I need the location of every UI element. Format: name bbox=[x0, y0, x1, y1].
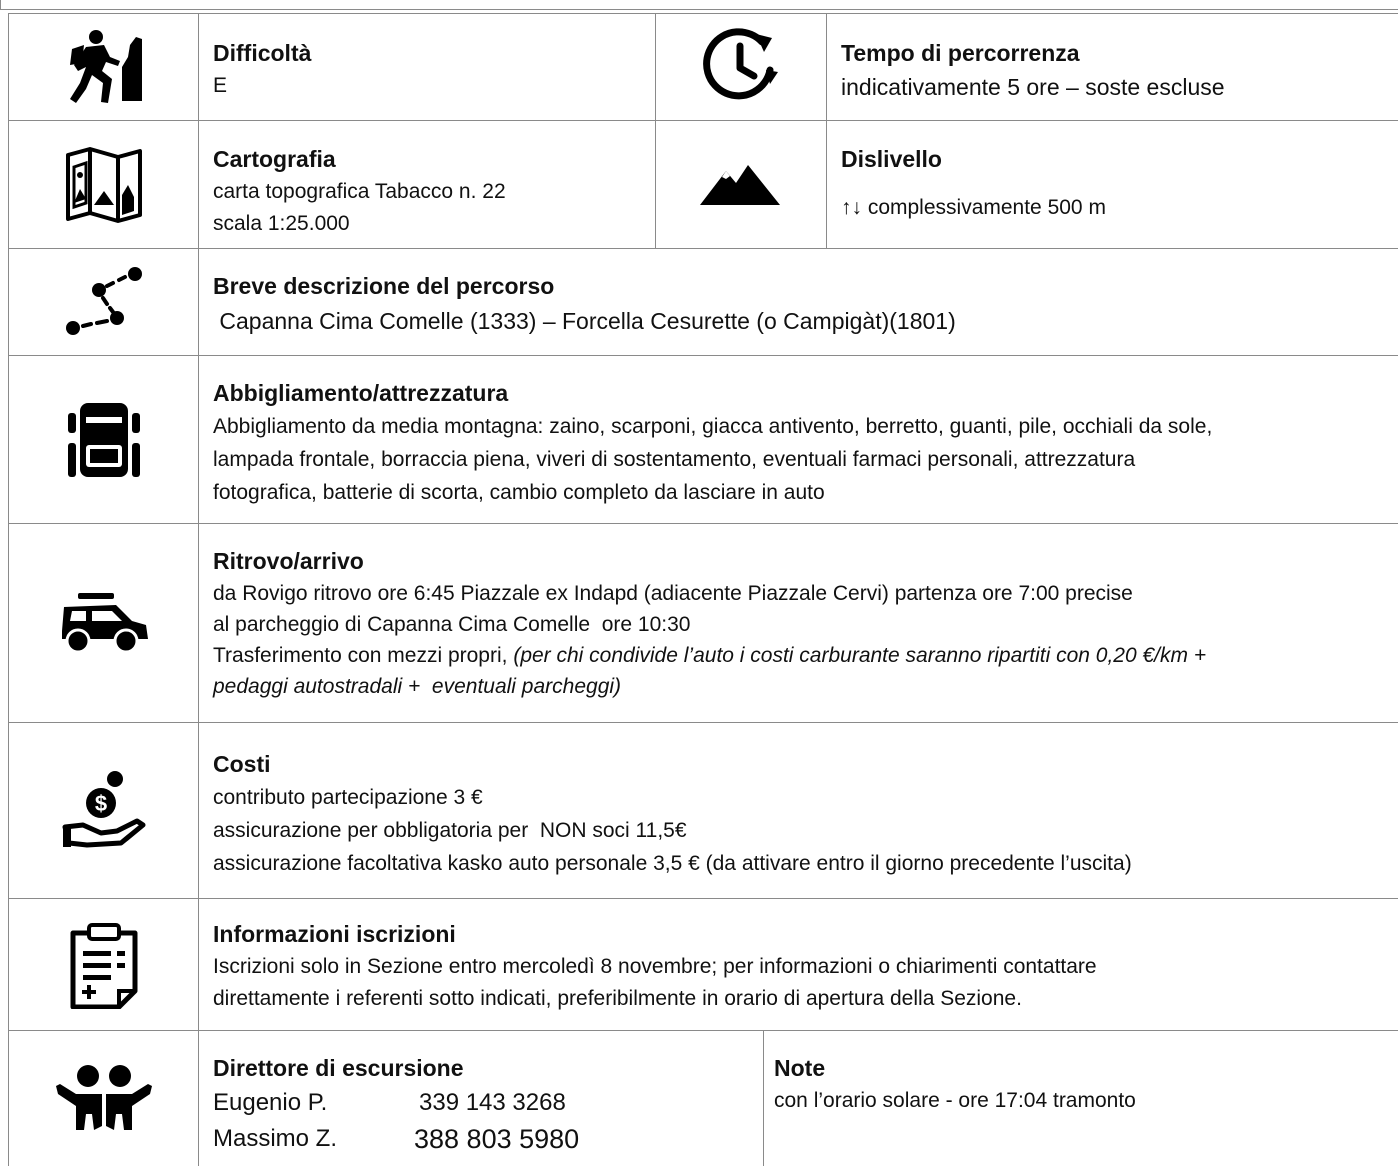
difficolta-title: Difficoltà bbox=[213, 40, 312, 66]
abbigliamento-line1: Abbigliamento da media montagna: zaino, scarponi, giacca antivento, berretto, guanti, pile, occhiali da sole, bbox=[213, 415, 1213, 438]
ritrovo-line3 bbox=[213, 640, 1398, 671]
money-hand-icon-cell bbox=[9, 723, 199, 898]
ritrovo-title: Ritrovo/arrivo bbox=[213, 548, 364, 574]
contact-row bbox=[213, 1121, 763, 1157]
note-cell bbox=[764, 1031, 1398, 1166]
money-hand-icon bbox=[61, 771, 147, 851]
costi-line1: contributo partecipazione 3 € bbox=[213, 786, 483, 809]
route-icon bbox=[63, 266, 145, 338]
dislivello-title: Dislivello bbox=[841, 146, 942, 172]
costi-title: Costi bbox=[213, 751, 271, 777]
costi-cell bbox=[199, 723, 1398, 898]
difficolta-value: E bbox=[213, 74, 228, 97]
people-icon bbox=[54, 1064, 154, 1134]
costi-line3: assicurazione facoltativa kasko auto personale 3,5 € (da attivare entro il giorno precedente l’uscita) bbox=[213, 852, 1132, 875]
ritrovo-line2: al parcheggio di Capanna Cima Comelle ore 10:30 bbox=[213, 613, 691, 636]
contact-name: Eugenio P. bbox=[213, 1089, 328, 1116]
note-value: con l’orario solare - ore 17:04 tramonto bbox=[774, 1089, 1136, 1112]
people-icon-cell bbox=[9, 1031, 199, 1166]
clipboard-icon bbox=[69, 921, 139, 1009]
cartografia-line2: scala 1:25.000 bbox=[213, 212, 350, 235]
direttore-title: Direttore di escursione bbox=[213, 1055, 464, 1081]
tempo-cell bbox=[827, 14, 1398, 120]
contact-phone: 339 143 3268 bbox=[419, 1089, 566, 1116]
iscrizioni-title: Informazioni iscrizioni bbox=[213, 921, 456, 947]
hiking-icon-cell bbox=[9, 14, 199, 120]
row-ritrovo bbox=[8, 523, 1398, 722]
costi-line2: assicurazione per obbligatoria per NON soci 11,5€ bbox=[213, 819, 687, 842]
backpack-icon-cell bbox=[9, 356, 199, 523]
ritrovo-line4: pedaggi autostradali + eventuali parcheggi) bbox=[213, 675, 622, 698]
row-iscrizioni bbox=[8, 898, 1398, 1030]
cartografia-title: Cartografia bbox=[213, 146, 336, 172]
iscrizioni-cell bbox=[199, 899, 1398, 1030]
percorso-title: Breve descrizione del percorso bbox=[213, 273, 555, 299]
map-icon-cell bbox=[9, 121, 199, 248]
hiking-icon bbox=[64, 27, 144, 107]
mountain-icon-cell bbox=[656, 121, 827, 248]
abbigliamento-line2: lampada frontale, borraccia piena, viveri di sostentamento, eventuali farmaci personali, attrezzatura bbox=[213, 448, 1136, 471]
car-icon-cell bbox=[9, 524, 199, 722]
iscrizioni-line2: direttamente i referenti sotto indicati, preferibilmente in orario di apertura della Sezione. bbox=[213, 987, 1022, 1010]
clock-icon bbox=[700, 26, 782, 108]
ritrovo-line1: da Rovigo ritrovo ore 6:45 Piazzale ex Indapd (adiacente Piazzale Cervi) partenza ore 7:00 precise bbox=[213, 582, 1133, 605]
abbigliamento-line3: fotografica, batterie di scorta, cambio completo da lasciare in auto bbox=[213, 481, 825, 504]
map-icon bbox=[64, 145, 144, 225]
clock-icon-cell bbox=[656, 14, 827, 120]
row-direttore bbox=[8, 1030, 1398, 1166]
route-icon-cell bbox=[9, 249, 199, 355]
ritrovo-line3-plain: Trasferimento con mezzi propri, bbox=[213, 644, 514, 667]
direttore-cell bbox=[199, 1031, 764, 1166]
row-difficolta bbox=[8, 13, 1398, 120]
difficolta-cell bbox=[199, 14, 656, 120]
svg-text:$: $ bbox=[94, 790, 107, 816]
contact-name: Massimo Z. bbox=[213, 1125, 338, 1152]
tempo-title: Tempo di percorrenza bbox=[841, 40, 1080, 66]
backpack-icon bbox=[66, 399, 142, 481]
dislivello-cell bbox=[827, 121, 1398, 248]
row-percorso bbox=[8, 248, 1398, 355]
dislivello-value: ↑↓ complessivamente 500 m bbox=[841, 196, 1106, 219]
percorso-cell bbox=[199, 249, 1398, 355]
clipboard-icon-cell bbox=[9, 899, 199, 1030]
row-abbigliamento bbox=[8, 355, 1398, 523]
ritrovo-line3-italic: (per chi condivide l’auto i costi carburante saranno ripartiti con 0,20 €/km + bbox=[513, 644, 1207, 667]
cartografia-line1: carta topografica Tabacco n. 22 bbox=[213, 180, 506, 203]
abbigliamento-title: Abbigliamento/attrezzatura bbox=[213, 380, 509, 406]
cartografia-cell bbox=[199, 121, 656, 248]
iscrizioni-line1: Iscrizioni solo in Sezione entro mercoledì 8 novembre; per informazioni o chiarimenti contattare bbox=[213, 955, 1097, 978]
percorso-value: Capanna Cima Comelle (1333) – Forcella Cesurette (o Campigàt)(1801) bbox=[213, 308, 956, 334]
tempo-value: indicativamente 5 ore – soste escluse bbox=[841, 74, 1225, 100]
car-icon bbox=[58, 591, 150, 655]
mountain-icon bbox=[700, 163, 782, 207]
contact-row bbox=[213, 1085, 763, 1121]
row-costi bbox=[8, 722, 1398, 898]
row-cartografia bbox=[8, 120, 1398, 248]
note-title: Note bbox=[774, 1055, 826, 1081]
contact-phone: 388 803 5980 bbox=[414, 1124, 580, 1154]
top-border bbox=[0, 0, 1398, 10]
abbigliamento-cell bbox=[199, 356, 1398, 523]
ritrovo-cell bbox=[199, 524, 1398, 722]
